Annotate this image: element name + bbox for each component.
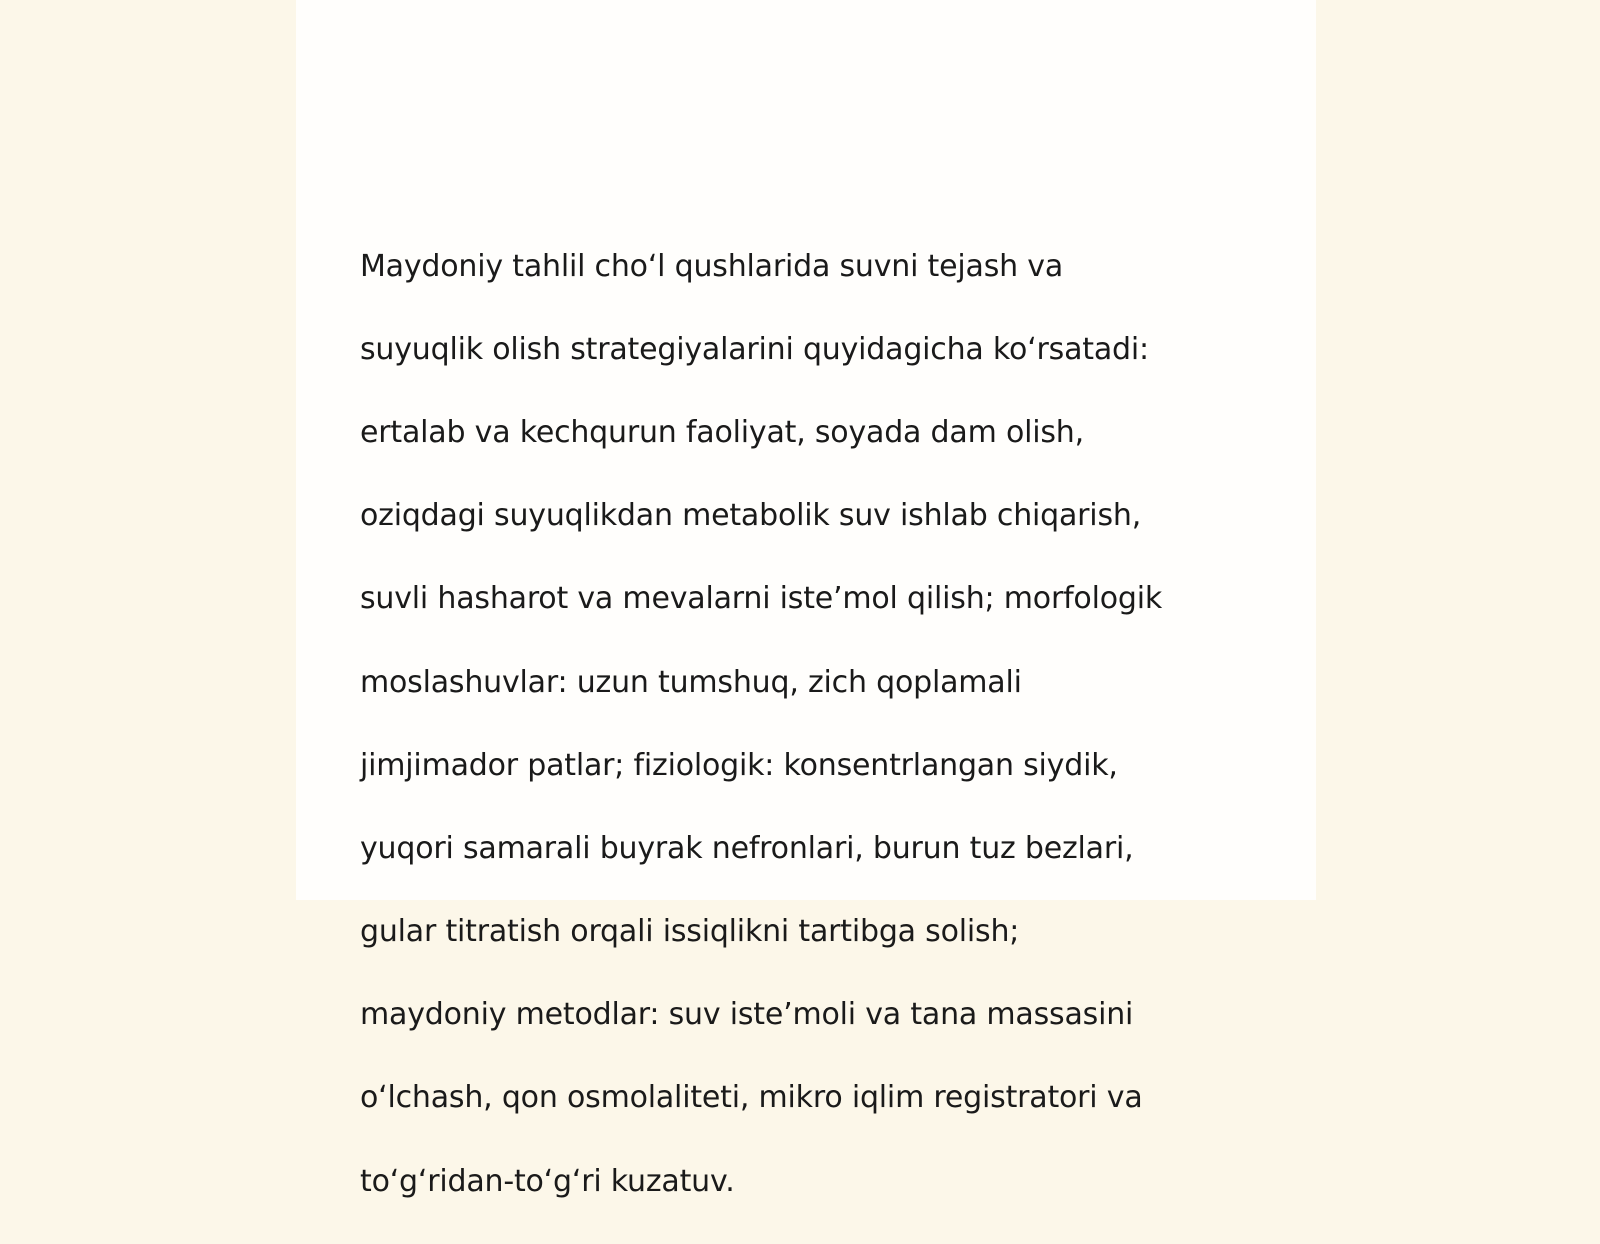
text-line: oziqdagi suyuqlikdan metabolik suv ishlab chiqarish, <box>360 498 1142 534</box>
slide <box>296 0 1316 1199</box>
text-line: o‘lchash, qon osmolaliteti, mikro iqlim registratori va <box>360 1080 1143 1116</box>
text-line: gular titratish orqali issiqlikni tartibga solish; <box>360 914 1020 950</box>
text-line: Maydoniy tahlil cho‘l qushlarida suvni tejash va <box>360 248 1064 284</box>
text-line: jimjimador patlar; fiziologik: konsentrlangan siydik, <box>360 747 1118 783</box>
text-line: to‘g‘ridan-to‘g‘ri kuzatuv. <box>360 1163 735 1199</box>
slide-body-text <box>360 204 1260 1244</box>
text-line: suvli hasharot va mevalarni iste’mol qilish; morfologik <box>360 581 1163 617</box>
text-line: maydoniy metodlar: suv iste’moli va tana massasini <box>360 997 1134 1033</box>
text-line: ertalab va kechqurun faoliyat, soyada dam olish, <box>360 414 1084 450</box>
text-line: moslashuvlar: uzun tumshuq, zich qoplamali <box>360 664 1022 700</box>
text-line: yuqori samarali buyrak nefronlari, burun tuz bezlari, <box>360 830 1134 866</box>
text-line: suyuqlik olish strategiyalarini quyidagicha ko‘rsatadi: <box>360 331 1149 367</box>
